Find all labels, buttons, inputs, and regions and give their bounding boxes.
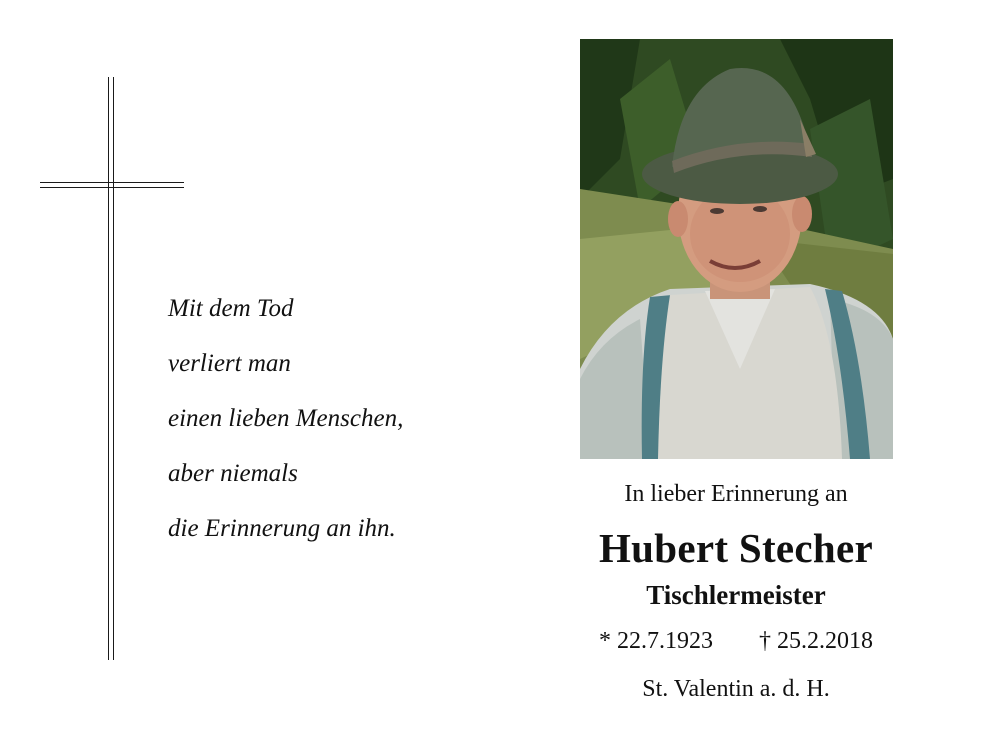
cross-vertical-line (108, 77, 109, 660)
birth-date: * 22.7.1923 (599, 628, 713, 654)
poem-line: Mit dem Tod (168, 295, 294, 322)
poem-line: die Erinnerung an ihn. (168, 515, 396, 542)
deceased-name: Hubert Stecher (598, 525, 874, 571)
hometown: St. Valentin a. d. H. (642, 676, 830, 702)
portrait-illustration (580, 39, 893, 459)
poem-line: verliert man (168, 350, 291, 377)
deceased-profession: Tischlermeister (646, 580, 826, 610)
memorial-intro: In lieber Erinnerung an (624, 481, 848, 507)
cross-vertical-line (113, 77, 114, 660)
death-date: † 25.2.2018 (759, 628, 873, 654)
cross-horizontal-line (40, 182, 184, 183)
poem-line: einen lieben Menschen, (168, 405, 404, 432)
cross-horizontal-line (40, 187, 184, 188)
portrait-photo (580, 39, 893, 459)
memorial-poem (168, 281, 403, 556)
poem-line: aber niemals (168, 460, 298, 487)
life-dates (560, 628, 912, 655)
